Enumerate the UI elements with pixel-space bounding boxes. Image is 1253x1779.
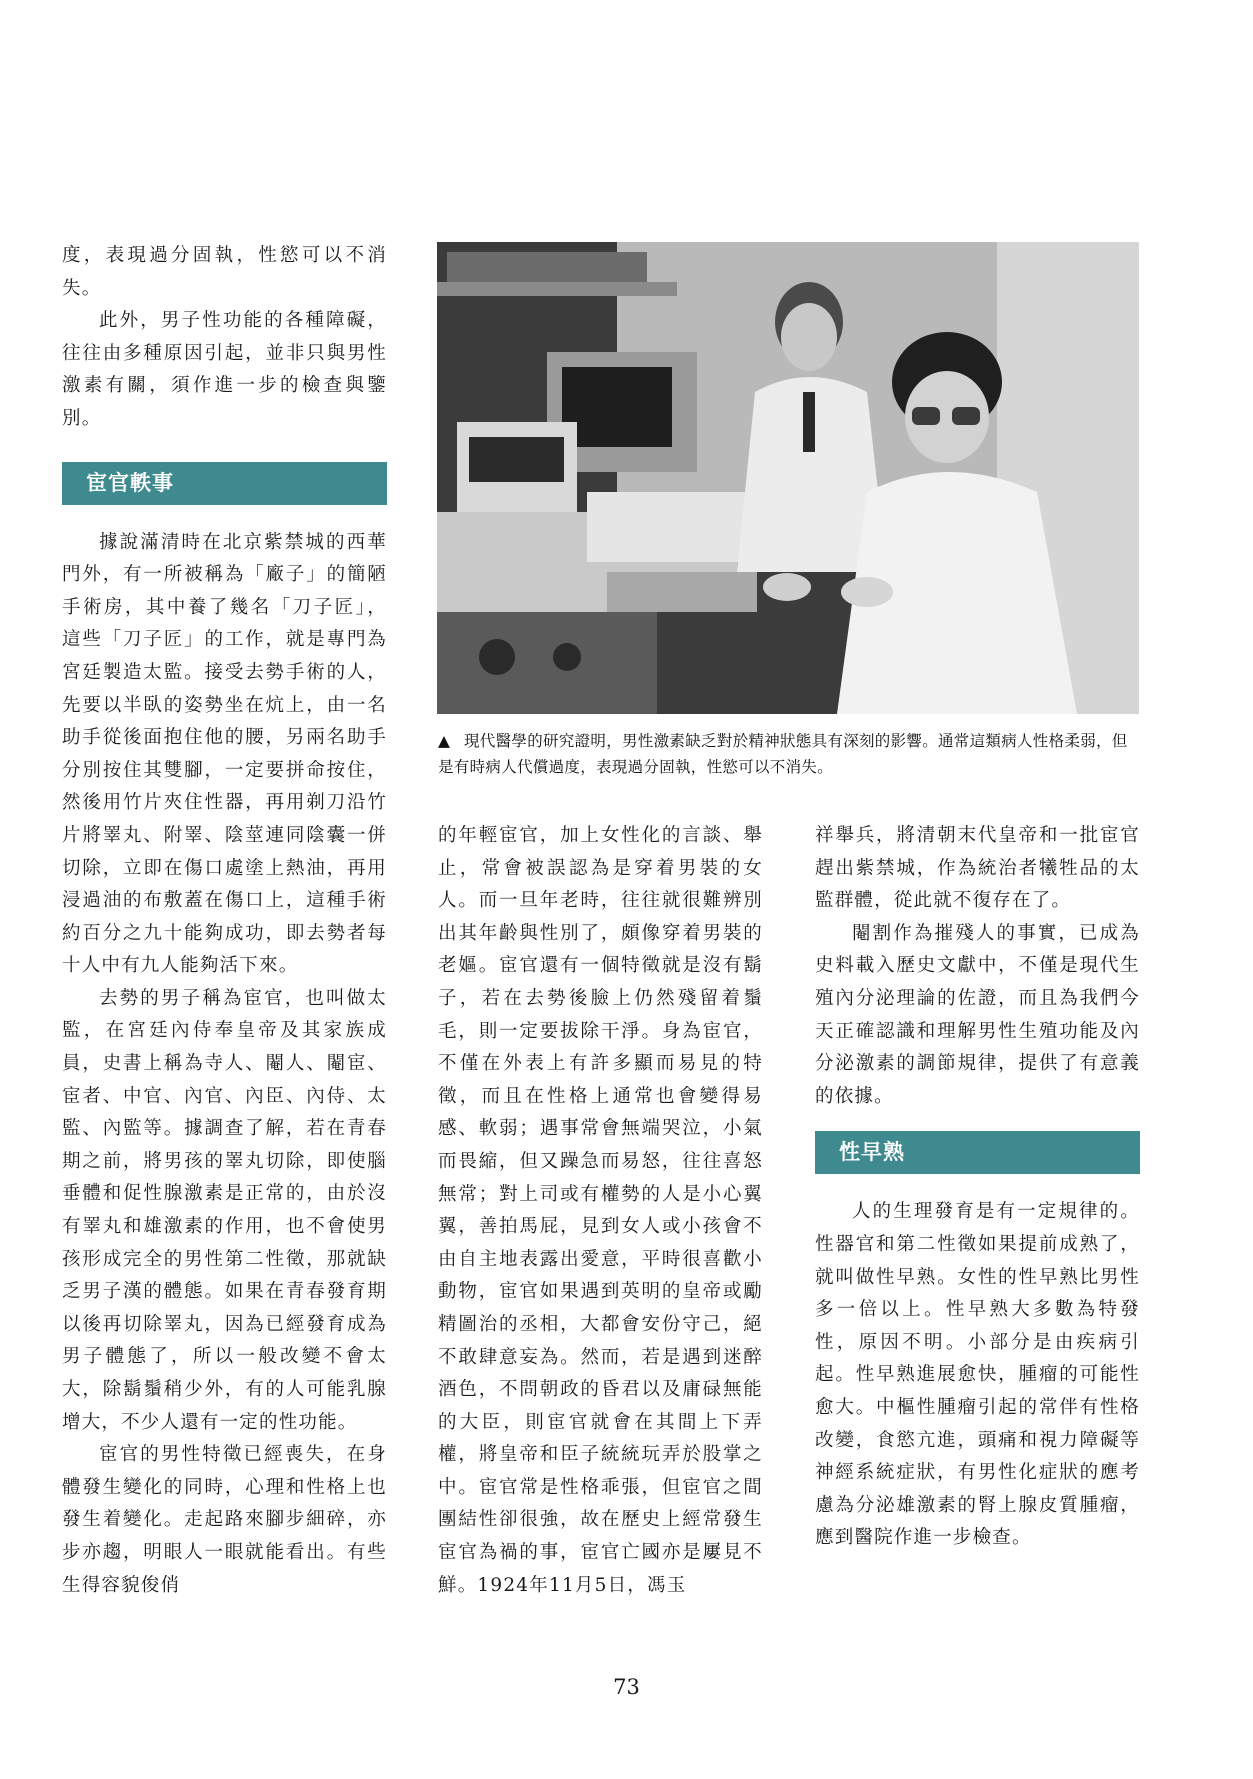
triangle-marker-icon: ▲ — [438, 732, 451, 750]
paragraph: 閹割作為摧殘人的事實，已成為史料載入歷史文獻中，不僅是現代生殖內分泌理論的佐證，而且為我們今天正確認識和理解男性生殖功能及內分泌激素的調節規律，提供了有意義的依據。 — [815, 922, 1140, 1107]
paragraph: 祥舉兵，將清朝末代皇帝和一批宦官趕出紫禁城，作為統治者犧牲品的太監群體，從此就不復存在了。 — [815, 825, 1140, 912]
photo-caption — [438, 728, 1143, 780]
text-column-left — [62, 240, 387, 1602]
text-column-right — [815, 820, 1140, 1555]
section-heading-eunuch-anecdotes: 宦官軼事 — [62, 462, 387, 505]
page-number: 73 — [613, 1675, 640, 1699]
caption-text: 現代醫學的研究證明，男性激素缺乏對於精神狀態具有深刻的影響。通常這類病人性格柔弱，但是有時病人代償過度，表現過分固執，性慾可以不消失。 — [438, 732, 1128, 776]
section-heading-precocious-puberty: 性早熟 — [815, 1131, 1140, 1174]
paragraph: 宦官的男性特徵已經喪失，在身體發生變化的同時，心理和性格上也發生着變化。走起路來腳步細碎，亦步亦趨，明眼人一眼就能看出。有些生得容貌俊俏 — [62, 1444, 387, 1596]
paragraph: 此外，男子性功能的各種障礙，往往由多種原因引起，並非只與男性激素有關，須作進一步的檢查與鑒別。 — [62, 310, 387, 429]
paragraph: 去勢的男子稱為宦官，也叫做太監，在宮廷內侍奉皇帝及其家族成員，史書上稱為寺人、閹人、閹宦、宦者、中官、內官、內臣、內侍、太監、內監等。據調查了解，若在青春期之前，將男孩的睪丸切除，即使腦垂體和促性腺激素是正常的，由於沒有睪丸和雄激素的作用，也不會使男孩形成完全的男性第二性徵，那就缺乏男子漢的體態。如果在青春發育期以後再切除睪丸，因為已經發育成為男子體態了，所以一般改變不會太大，除鬍鬚稍少外，有的人可能乳腺增大，不少人還有一定的性功能。 — [62, 987, 387, 1433]
lab-photo-illustration — [437, 242, 1139, 714]
text-column-middle — [438, 820, 763, 1602]
paragraph: 的年輕宦官，加上女性化的言談、舉止，常會被誤認為是穿着男裝的女人。而一旦年老時，往往就很難辨別出其年齡與性別了，頗像穿着男裝的老嫗。宦官還有一個特徵就是沒有鬍子，若在去勢後臉上仍然殘留着鬚毛，則一定要拔除干淨。身為宦官，不僅在外表上有許多顯而易見的特徵，而且在性格上通常也會變得易感、軟弱；遇事常會無端哭泣，小氣而畏縮，但又躁急而易怒，往往喜怒無常；對上司或有權勢的人是小心翼翼，善拍馬屁，見到女人或小孩會不由自主地表露出愛意，平時很喜歡小動物，宦官如果遇到英明的皇帝或勵精圖治的丞相，大都會安份守己，絕不敢肆意妄為。然而，若是遇到迷醉酒色，不問朝政的昏君以及庸碌無能的大臣，則宦官就會在其間上下弄權，將皇帝和臣子統統玩弄於股掌之中。宦官常是性格乖張，但宦官之間團結性卻很強，故在歷史上經常發生宦官為禍的事，宦官亡國亦是屢見不鮮。1924年11月5日，馮玉 — [438, 825, 763, 1596]
paragraph: 據說滿清時在北京紫禁城的西華門外，有一所被稱為「廠子」的簡陋手術房，其中養了幾名「刀子匠」，這些「刀子匠」的工作，就是專門為宮廷製造太監。接受去勢手術的人，先要以半臥的姿勢坐在炕上，由一名助手從後面抱住他的腰，另兩名助手分別按住其雙腳，一定要拼命按住，然後用竹片夾住性器，再用剃刀沿竹片將睪丸、附睪、陰莖連同陰囊一併切除，立即在傷口處塗上熱油，再用浸過油的布敷蓋在傷口上，這種手術約百分之九十能夠成功，即去勢者每十人中有九人能夠活下來。 — [62, 531, 387, 977]
paragraph: 度，表現過分固執，性慾可以不消失。 — [62, 245, 387, 299]
lab-photo — [437, 242, 1139, 714]
paragraph: 人的生理發育是有一定規律的。性器官和第二性徵如果提前成熟了，就叫做性早熟。女性的性早熟比男性多一倍以上。性早熟大多數為特發性，原因不明。小部分是由疾病引起。性早熟進展愈快，腫瘤的可能性愈大。中樞性腫瘤引起的常伴有性格改變，食慾亢進，頭痛和視力障礙等神經系統症狀，有男性化症狀的應考慮為分泌雄激素的腎上腺皮質腫瘤，應到醫院作進一步檢查。 — [815, 1201, 1140, 1549]
